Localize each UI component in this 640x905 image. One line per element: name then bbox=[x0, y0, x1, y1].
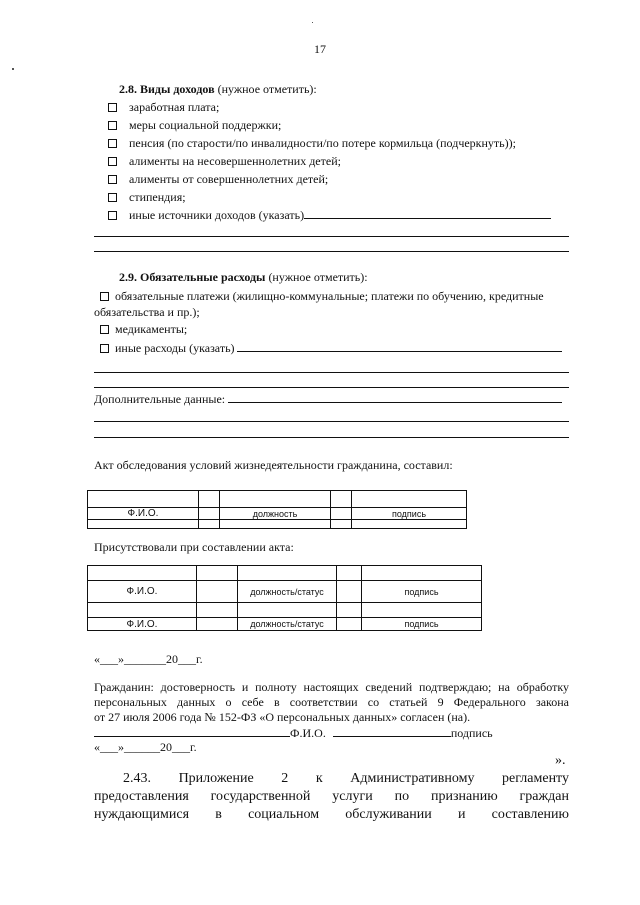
attendees-table bbox=[87, 565, 482, 631]
signature-field[interactable] bbox=[94, 726, 290, 737]
section-2-9-note: (нужное отметить): bbox=[265, 270, 368, 284]
income-item-label: стипендия; bbox=[129, 190, 186, 204]
fill-line[interactable] bbox=[94, 421, 569, 422]
checkbox-icon[interactable] bbox=[108, 103, 117, 112]
section-2-9-heading-line bbox=[119, 270, 368, 285]
income-item-4[interactable] bbox=[108, 154, 341, 169]
checkbox-icon[interactable] bbox=[108, 175, 117, 184]
attendee-fio-header: Ф.И.О. bbox=[88, 581, 197, 603]
section-2-8-heading-line bbox=[119, 82, 317, 97]
appendix-line-2: предоставления государственной услуги по признанию граждан bbox=[94, 789, 569, 804]
income-item-7[interactable] bbox=[108, 208, 551, 223]
checkbox-icon[interactable] bbox=[108, 193, 117, 202]
checkbox-icon[interactable] bbox=[100, 344, 109, 353]
attendee-position-header: должность/статус bbox=[238, 581, 337, 603]
scan-speck bbox=[312, 22, 313, 23]
fill-line[interactable] bbox=[94, 372, 569, 373]
additional-data-field[interactable] bbox=[228, 392, 562, 403]
signature-label: подпись bbox=[450, 726, 493, 740]
income-item-5[interactable] bbox=[108, 172, 328, 187]
consent-line-2: персональных данных о себе в соответствии со статьей 9 Федерального закона bbox=[94, 695, 569, 709]
consent-line-3: от 27 июля 2006 года № 152-ФЗ «О персональных данных» согласен (на). bbox=[94, 710, 471, 724]
fill-line[interactable] bbox=[94, 437, 569, 438]
expense-item-1[interactable] bbox=[100, 289, 544, 304]
present-label: Присутствовали при составлении акта: bbox=[94, 540, 294, 554]
income-item-label: заработная плата; bbox=[129, 100, 220, 114]
checkbox-icon[interactable] bbox=[100, 325, 109, 334]
consent-signature-line bbox=[94, 726, 493, 741]
fill-line[interactable] bbox=[94, 236, 569, 237]
compiler-position-header: должность bbox=[220, 508, 331, 520]
appendix-line-1: 2.43. Приложение 2 к Административному регламенту bbox=[123, 771, 569, 786]
other-income-field[interactable] bbox=[304, 208, 551, 219]
compiler-table bbox=[87, 490, 467, 529]
compiler-fio-header: Ф.И.О. bbox=[88, 508, 199, 520]
fill-line[interactable] bbox=[94, 251, 569, 252]
expense-item-label: иные расходы (указать) bbox=[115, 341, 235, 355]
act-compiled-label: Акт обследования условий жизнедеятельности гражданина, составил: bbox=[94, 458, 453, 472]
income-item-1[interactable] bbox=[108, 100, 219, 115]
income-item-6[interactable] bbox=[108, 190, 186, 205]
section-2-8-note: (нужное отметить): bbox=[214, 82, 317, 96]
other-expenses-field[interactable] bbox=[237, 341, 562, 352]
expense-item-1-cont: обязательства и пр.); bbox=[94, 305, 200, 319]
checkbox-icon[interactable] bbox=[108, 157, 117, 166]
expense-item-label: обязательные платежи (жилищно-коммунальные; платежи по обучению, кредитные bbox=[115, 289, 544, 303]
consent-date[interactable]: «___»______20___г. bbox=[94, 740, 197, 754]
income-item-label: иные источники доходов (указать) bbox=[129, 208, 305, 222]
checkbox-icon[interactable] bbox=[108, 211, 117, 220]
additional-data-label: Дополнительные данные: bbox=[94, 392, 226, 406]
page-number: 17 bbox=[314, 42, 326, 56]
expense-item-label: медикаменты; bbox=[115, 322, 188, 336]
income-item-label: алименты от совершеннолетних детей; bbox=[129, 172, 329, 186]
attendee-signature-header: подпись bbox=[362, 581, 482, 603]
section-2-8-heading: 2.8. Виды доходов bbox=[119, 82, 215, 96]
attendee-position-header: должность/статус bbox=[238, 618, 337, 631]
attendee-fio-header: Ф.И.О. bbox=[88, 618, 197, 631]
consent-line-1: Гражданин: достоверность и полноту настоящих сведений подтверждаю; на обработку bbox=[94, 680, 569, 694]
attendee-signature-header: подпись bbox=[362, 618, 482, 631]
fio-field[interactable] bbox=[333, 726, 451, 737]
income-item-label: пенсия (по старости/по инвалидности/по потере кормильца (подчеркнуть)); bbox=[129, 136, 516, 150]
additional-data-line[interactable] bbox=[94, 392, 562, 407]
closing-quote: ». bbox=[555, 753, 566, 768]
expense-item-2[interactable] bbox=[100, 322, 187, 337]
compiler-signature-header: подпись bbox=[352, 508, 467, 520]
income-item-2[interactable] bbox=[108, 118, 281, 133]
checkbox-icon[interactable] bbox=[108, 121, 117, 130]
appendix-line-3: нуждающимися в социальном обслуживании и составлению bbox=[94, 807, 569, 822]
scan-speck bbox=[12, 68, 14, 70]
income-item-3[interactable] bbox=[108, 136, 516, 151]
income-item-label: меры социальной поддержки; bbox=[129, 118, 282, 132]
checkbox-icon[interactable] bbox=[100, 292, 109, 301]
expense-item-3[interactable] bbox=[100, 341, 562, 356]
fio-label: Ф.И.О. bbox=[290, 726, 326, 740]
checkbox-icon[interactable] bbox=[108, 139, 117, 148]
act-date[interactable]: «___»_______20___г. bbox=[94, 652, 203, 666]
fill-line[interactable] bbox=[94, 387, 569, 388]
section-2-9-heading: 2.9. Обязательные расходы bbox=[119, 270, 266, 284]
income-item-label: алименты на несовершеннолетних детей; bbox=[129, 154, 341, 168]
